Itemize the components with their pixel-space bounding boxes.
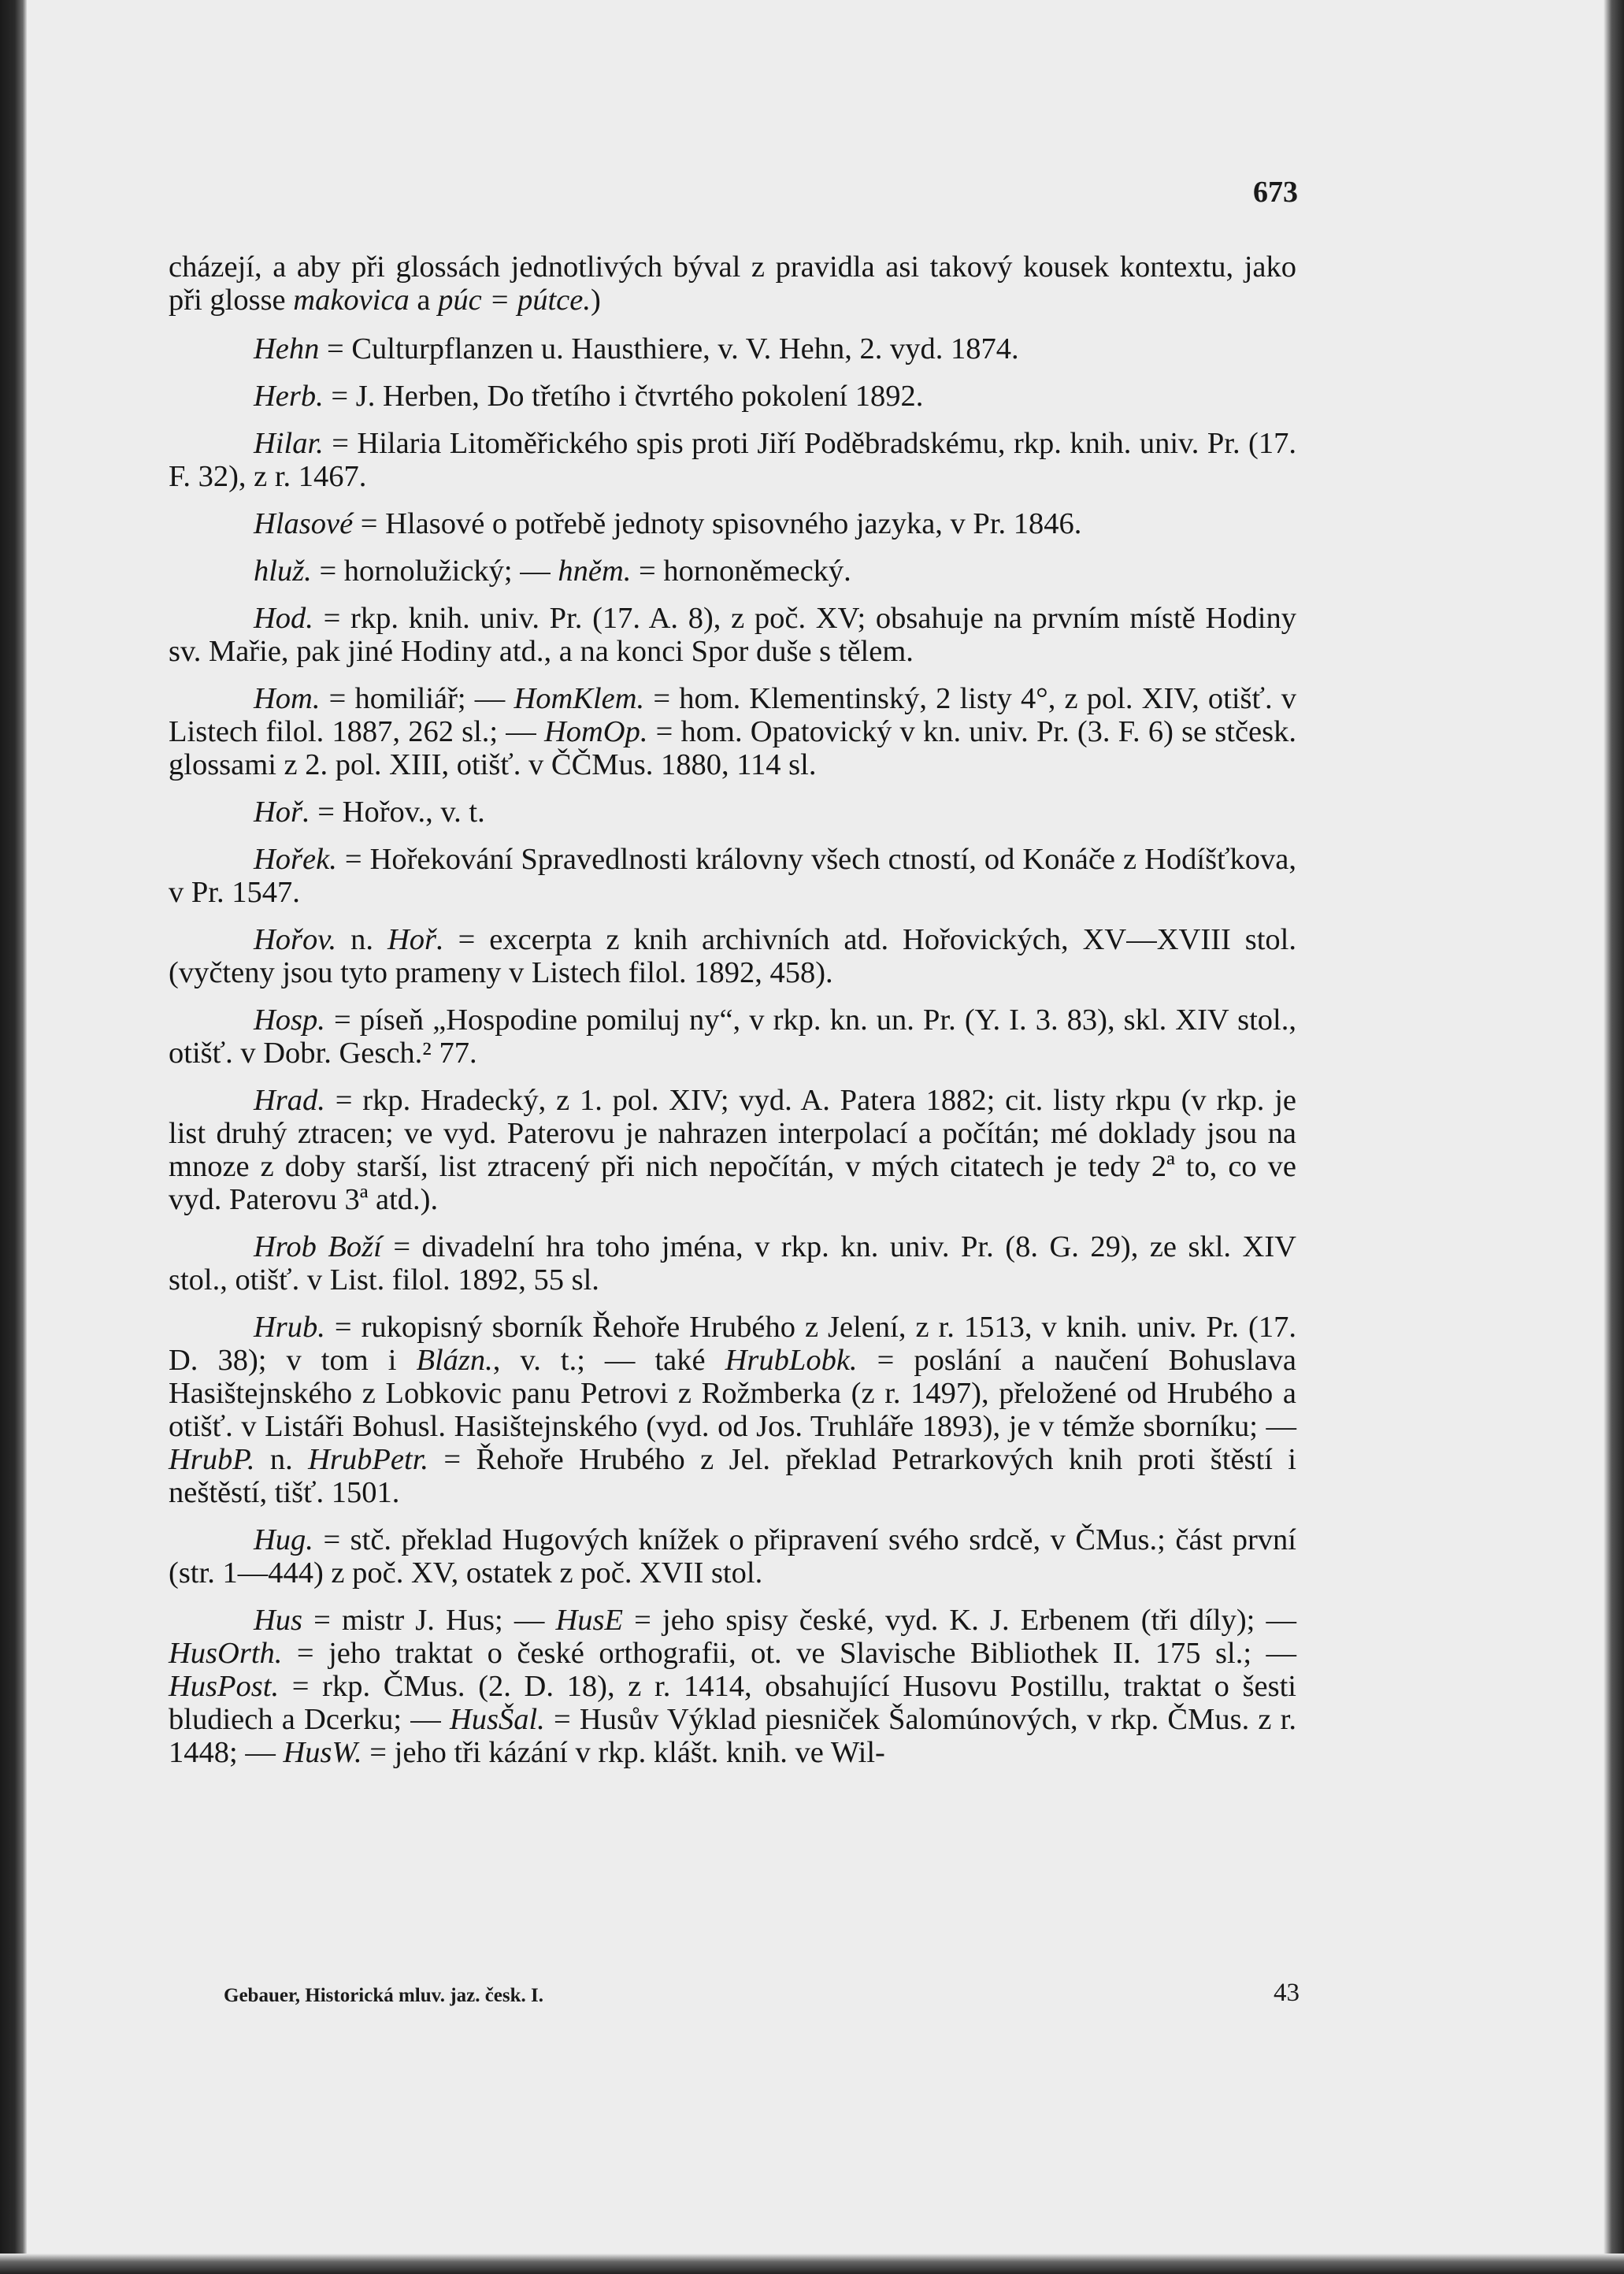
entry-abbreviation: Hrob Boží (254, 1230, 382, 1263)
page-number: 673 (1253, 176, 1298, 209)
italic-term: HrubLobk. (725, 1344, 858, 1377)
italic-term: HomOp. (543, 715, 648, 748)
scan-edge-right (1604, 0, 1624, 2274)
entry-text: = poslání a naučení Bohuslava Hasištejnského z Lobkovic panu Petrovi z Rožmberka (z r. 1497), přeložené od Hrubého a otišť. v Listáři Bohusl. Hasištejnského (vyd. od Jos. Truhláře 1893), je v témže sborníku; — (169, 1344, 1296, 1443)
entry-abbreviation: Hořov. (254, 923, 337, 956)
entry-text: = stč. překlad Hugových knížek o připravení svého srdcě, v ČMus.; část první (str. 1—444) z poč. XV, ostatek z poč. XVII stol. (169, 1523, 1296, 1590)
entry-text: = Řehoře Hrubého z Jel. překlad Petrarkových knih proti štěstí i neštěstí, tišť. 1501. (169, 1443, 1297, 1509)
dictionary-entry (169, 1523, 1296, 1590)
entry-abbreviation: Hom. (254, 682, 321, 715)
entry-abbreviation: Hilar. (254, 427, 324, 460)
entry-abbreviation: hluž. (254, 555, 312, 588)
footer-sheet-number: 43 (1274, 1979, 1300, 2007)
entry-text: = mistr J. Hus; — (302, 1604, 556, 1637)
entry-abbreviation: Hehn (254, 332, 320, 365)
entry-text: = homiliář; — (320, 682, 514, 715)
entry-abbreviation: Hoř. (254, 796, 310, 829)
italic-term: HusŠal. (449, 1703, 545, 1736)
dictionary-entry (169, 682, 1296, 781)
italic-term: HrubPetr. (308, 1443, 429, 1476)
scan-edge-left (0, 0, 27, 2274)
dictionary-entry (169, 796, 1296, 829)
entry-text: = rkp. knih. univ. Pr. (17. A. 8), z poč. XV; obsahuje na prvním místě Hodiny sv. Mařie, pak jiné Hodiny atd., a na konci Spor duše s tělem. (169, 602, 1296, 668)
entry-abbreviation: Hořek. (254, 843, 337, 876)
entry-text: = Hlasové o potřebě jednoty spisovného jazyka, v Pr. 1846. (353, 507, 1082, 540)
entry-abbreviation: Hrub. (254, 1311, 325, 1344)
dictionary-entry (169, 427, 1296, 493)
entry-text: = rkp. Hradecký, z 1. pol. XIV; vyd. A. Patera 1882; cit. listy rkpu (v rkp. je list druhý ztracen; ve vyd. Paterovu je nahrazen interpolací a počítán; mé doklady jsou na mnoze z doby starší, list ztracený při nich nepočítán, v mých citatech je tedy 2ª to, co ve vyd. Paterovu 3ª atd.). (169, 1084, 1296, 1216)
dictionary-entry (169, 1604, 1296, 1769)
entry-abbreviation: Hlasové (254, 507, 354, 540)
dictionary-entry (169, 843, 1296, 909)
entry-text: = hornolužický; — (311, 555, 558, 588)
entry-abbreviation: Hosp. (254, 1003, 325, 1037)
entry-text: = hom. Opatovický v kn. univ. Pr. (3. F. 6) se stčesk. glossami z 2. pol. XIII, otišť. v ČČMus. 1880, 114 sl. (169, 715, 1297, 781)
entry-text: = Hilaria Litoměřického spis proti Jiří Poděbradskému, rkp. knih. univ. Pr. (17. F. 32), z r. 1467. (169, 427, 1296, 493)
entry-text: = Culturpflanzen u. Hausthiere, v. V. Hehn, 2. vyd. 1874. (319, 332, 1019, 365)
entry-text: = excerpta z knih archivních atd. Hořovických, XV—XVIII stol. (vyčteny jsou tyto prameny v Listech filol. 1892, 458). (169, 923, 1296, 989)
dictionary-entry (169, 507, 1296, 540)
entry-text: = jeho traktat o české orthografii, ot. ve Slavische Bibliothek II. 175 sl.; — (282, 1637, 1296, 1670)
entry-text: = hornoněmecký. (631, 555, 851, 588)
italic-term: HusOrth. (169, 1637, 283, 1670)
entry-text: = Husův Výklad piesniček Šalomúnových, v rkp. ČMus. z r. 1448; — (169, 1703, 1297, 1769)
entry-abbreviation: Hus (254, 1604, 303, 1637)
dictionary-entry (169, 1003, 1296, 1070)
entry-text: = Hořekování Spravedlnosti královny všech ctností, od Konáče z Hodíšťkova, v Pr. 1547. (169, 843, 1296, 909)
italic-term: Hoř. (387, 923, 444, 956)
entry-text: = rukopisný sborník Řehoře Hrubého z Jelení, z r. 1513, v knih. univ. Pr. (17. D. 38); v tom i (169, 1311, 1296, 1377)
entry-text: = jeho spisy české, vyd. K. J. Erbenem (tři díly); — (623, 1604, 1296, 1637)
entry-text: = hom. Klementinský, 2 listy 4°, z pol. XIV, otišť. v Listech filol. 1887, 262 sl.; — (169, 682, 1297, 748)
dictionary-entry (169, 602, 1296, 668)
entry-text: = divadelní hra toho jména, v rkp. kn. univ. Pr. (8. G. 29), ze skl. XIV stol., otišť. v List. filol. 1892, 55 sl. (169, 1230, 1296, 1297)
entry-text: = rkp. ČMus. (2. D. 18), z r. 1414, obsahující Husovu Postillu, traktat o šesti bludiech a Dcerku; — (169, 1670, 1296, 1736)
entry-text: a (409, 284, 439, 317)
continuation-paragraph (169, 250, 1296, 317)
italic-term: púc = pútce. (438, 284, 591, 317)
italic-term: HusPost. (169, 1670, 280, 1703)
entry-abbreviation: Hug. (254, 1523, 313, 1556)
dictionary-entry (169, 923, 1296, 989)
entry-abbreviation: Herb. (254, 380, 324, 413)
entry-abbreviation: Hrad. (254, 1084, 325, 1117)
entry-text: cházejí, a aby při glossách jednotlivých býval z pravidla asi takový kousek kontextu, jako při glosse (169, 250, 1296, 317)
dictionary-entry (169, 332, 1296, 365)
dictionary-entry (169, 380, 1296, 413)
footer-signature: Gebauer, Historická mluv. jaz. česk. I. (224, 1985, 544, 2006)
dictionary-entry (169, 1084, 1296, 1216)
entry-text: , v. t.; — také (492, 1344, 725, 1377)
entry-text: = jeho tři kázání v rkp. klášt. knih. ve Wil- (362, 1736, 885, 1769)
italic-term: HusE (555, 1604, 624, 1637)
entry-abbreviation: Hod. (254, 602, 313, 635)
dictionary-text (169, 250, 1296, 1783)
italic-term: makovica (293, 284, 410, 317)
entry-text: = J. Herben, Do třetího i čtvrtého pokolení 1892. (323, 380, 924, 413)
entry-text: ) (590, 284, 601, 317)
dictionary-entry (169, 1230, 1296, 1297)
dictionary-entry (169, 1311, 1296, 1509)
italic-term: hněm. (558, 555, 632, 588)
dictionary-entry (169, 555, 1296, 588)
entry-text: = píseň „Hospodine pomiluj ny“, v rkp. kn. un. Pr. (Y. I. 3. 83), skl. XIV stol., otišť. v Dobr. Gesch.² 77. (169, 1003, 1296, 1070)
italic-term: Blázn. (416, 1344, 493, 1377)
italic-term: HusW. (283, 1736, 362, 1769)
entry-text: n. (254, 1443, 309, 1476)
italic-term: HomKlem. (514, 682, 645, 715)
entry-text: = Hořov., v. t. (310, 796, 485, 829)
scan-edge-bottom (0, 2254, 1624, 2274)
italic-term: HrubP. (169, 1443, 255, 1476)
entry-text: n. (336, 923, 387, 956)
